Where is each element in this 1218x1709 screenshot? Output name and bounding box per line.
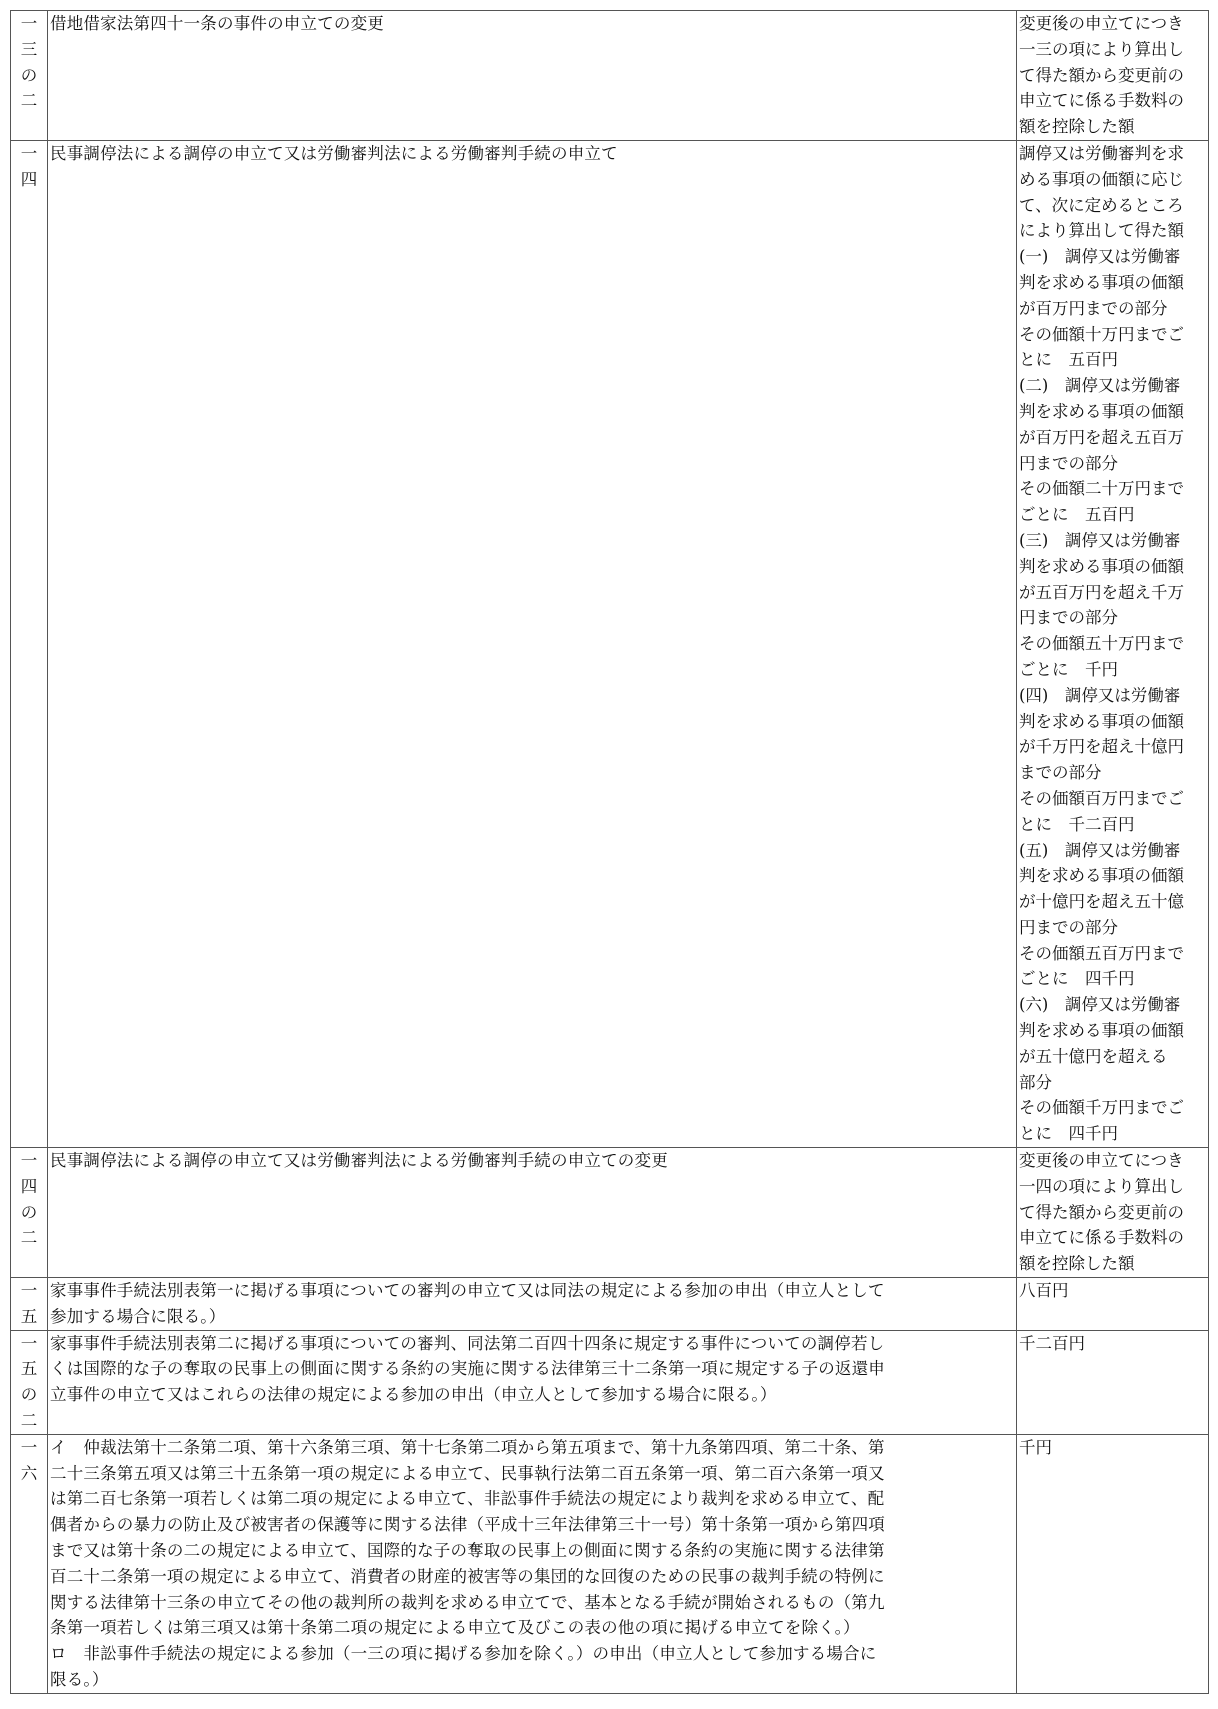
item-number-char: 四 (20, 1176, 38, 1196)
table-row (11, 1330, 1209, 1434)
description-line: 限る。） (50, 1670, 109, 1689)
description-cell (48, 140, 1017, 1147)
item-number-cell (11, 1330, 48, 1434)
fee-line: 千二百円 (1019, 1333, 1085, 1353)
fee-line: (三) 調停又は労働審 (1019, 530, 1181, 550)
description-line: 関する法律第十三条の申立てその他の裁判所の裁判を求める申立てで、基本となる手続が開始されるもの（第九 (50, 1592, 885, 1612)
fee-line: その価額百万円までご (1019, 788, 1184, 808)
fee-line: その価額五百万円まで (1019, 943, 1184, 963)
fee-line: 申立てに係る手数料の (1019, 91, 1184, 111)
fee-line: 判を求める事項の価額 (1019, 556, 1184, 576)
item-number-char: 五 (20, 1306, 38, 1326)
fee-line: が十億円を超え五十億 (1019, 892, 1184, 912)
fee-line: その価額十万円までご (1019, 324, 1184, 344)
item-number-char: の (20, 1385, 38, 1405)
item-number-char: 一 (20, 14, 38, 33)
fee-line: までの部分 (1019, 763, 1102, 783)
item-number-char: 四 (20, 169, 38, 189)
fee-line: とに 五百円 (1019, 350, 1118, 370)
fee-line: (四) 調停又は労働審 (1019, 685, 1181, 705)
fee-line: 円までの部分 (1019, 453, 1118, 473)
fee-line: 判を求める事項の価額 (1019, 866, 1184, 886)
fee-line: 円までの部分 (1019, 917, 1118, 937)
fee-line: (二) 調停又は労働審 (1019, 376, 1181, 396)
description-cell (48, 1330, 1017, 1434)
fee-line: その価額二十万円まで (1019, 479, 1184, 499)
description-cell (48, 1278, 1017, 1331)
description-cell (48, 11, 1017, 141)
fee-line: て得た額から変更前の (1019, 65, 1184, 85)
item-number-char: 一 (20, 143, 38, 163)
fee-line: 八百円 (1019, 1281, 1069, 1301)
description-line: 百二十二条第一項の規定による申立て、消費者の財産的被害等の集団的な回復のための民事の裁判手続の特例に (50, 1566, 885, 1586)
item-number-char: の (20, 65, 38, 85)
item-number-cell (11, 11, 48, 141)
description-line: イ 仲裁法第十二条第二項、第十六条第三項、第十七条第二項から第五項まで、第十九条第四項、第二十条、第 (50, 1437, 885, 1457)
description-line: 民事調停法による調停の申立て又は労働審判法による労働審判手続の申立て (50, 143, 618, 163)
table-row (11, 1148, 1209, 1278)
fee-line: とに 千二百円 (1019, 814, 1135, 834)
fee-cell (1017, 140, 1209, 1147)
description-line: ロ 非訟事件手続法の規定による参加（一三の項に掲げる参加を除く。）の申出（申立人として参加する場合に (50, 1644, 877, 1664)
fee-line: その価額千万円までご (1019, 1098, 1184, 1118)
fee-line: が五十億円を超える (1019, 1046, 1168, 1066)
fee-cell (1017, 1434, 1209, 1693)
fee-line: が五百万円を超え千万 (1019, 582, 1184, 602)
fee-line: (六) 調停又は労働審 (1019, 995, 1181, 1015)
description-cell (48, 1434, 1017, 1693)
fee-line: (五) 調停又は労働審 (1019, 840, 1181, 860)
fee-line: て、次に定めるところ (1019, 195, 1184, 215)
fee-line: ごとに 五百円 (1019, 505, 1135, 525)
fee-line: 判を求める事項の価額 (1019, 711, 1184, 731)
table-row (11, 11, 1209, 141)
description-line: 借地借家法第四十一条の事件の申立ての変更 (50, 14, 384, 33)
item-number-char: の (20, 1202, 38, 1222)
item-number-char: 一 (20, 1437, 38, 1457)
fee-line: める事項の価額に応じ (1019, 169, 1184, 189)
item-number-char: 一 (20, 1281, 38, 1301)
table-row (11, 140, 1209, 1147)
description-line: 偶者からの暴力の防止及び被害者の保護等に関する法律（平成十三年法律第三十一号）第十条第一項から第四項 (50, 1515, 885, 1535)
description-line: は第二百七条第一項若しくは第二項の規定による申立て、非訟事件手続法の規定により裁判を求める申立て、配 (50, 1489, 885, 1509)
fee-schedule-body (11, 11, 1209, 1694)
description-cell (48, 1148, 1017, 1278)
fee-line: 一三の項により算出し (1019, 39, 1184, 59)
fee-line: 判を求める事項の価額 (1019, 1021, 1184, 1041)
item-number-char: 三 (20, 39, 38, 59)
fee-cell (1017, 1330, 1209, 1434)
fee-line: ごとに 千円 (1019, 659, 1118, 679)
description-line: くは国際的な子の奪取の民事上の側面に関する条約の実施に関する法律第三十二条第一項に規定する子の返還申 (50, 1359, 885, 1379)
item-number-char: 二 (20, 91, 38, 111)
fee-cell (1017, 11, 1209, 141)
description-line: 家事事件手続法別表第二に掲げる事項についての審判、同法第二百四十四条に規定する事件についての調停若し (50, 1333, 885, 1353)
fee-schedule-table (10, 10, 1209, 1694)
fee-line: 調停又は労働審判を求 (1019, 143, 1184, 163)
description-line: 二十三条第五項又は第三十五条第一項の規定による申立て、民事執行法第二百五条第一項、第二百六条第一項又 (50, 1463, 885, 1483)
fee-cell (1017, 1278, 1209, 1331)
fee-line: その価額五十万円まで (1019, 634, 1184, 654)
description-line: 立事件の申立て又はこれらの法律の規定による参加の申出（申立人として参加する場合に限る。） (50, 1385, 777, 1405)
fee-line: 申立てに係る手数料の (1019, 1228, 1184, 1248)
fee-cell (1017, 1148, 1209, 1278)
item-number-cell (11, 1278, 48, 1331)
fee-line: により算出して得た額 (1019, 221, 1184, 241)
description-line: 条第一項若しくは第三項又は第十条第二項の規定による申立て及びこの表の他の項に掲げる申立てを除く。） (50, 1618, 860, 1638)
description-line: 民事調停法による調停の申立て又は労働審判法による労働審判手続の申立ての変更 (50, 1151, 668, 1171)
fee-line: 千円 (1019, 1437, 1052, 1457)
fee-line: 円までの部分 (1019, 608, 1118, 628)
item-number-char: 二 (20, 1228, 38, 1248)
item-number-cell (11, 1434, 48, 1693)
item-number-char: 一 (20, 1333, 38, 1353)
item-number-cell (11, 1148, 48, 1278)
fee-line: 変更後の申立てにつき (1019, 1151, 1184, 1171)
fee-line: とに 四千円 (1019, 1124, 1118, 1144)
fee-line: 部分 (1019, 1072, 1052, 1092)
fee-line: て得た額から変更前の (1019, 1202, 1184, 1222)
fee-line: ごとに 四千円 (1019, 969, 1135, 989)
description-line: 家事事件手続法別表第一に掲げる事項についての審判の申立て又は同法の規定による参加の申出（申立人として (50, 1281, 885, 1301)
item-number-char: 六 (20, 1463, 38, 1483)
item-number-char: 五 (20, 1359, 38, 1379)
fee-line: 判を求める事項の価額 (1019, 401, 1184, 421)
description-line: 参加する場合に限る。） (50, 1306, 226, 1326)
fee-line: が百万円を超え五百万 (1019, 427, 1184, 447)
fee-line: が百万円までの部分 (1019, 298, 1168, 318)
fee-line: 額を控除した額 (1019, 1254, 1135, 1274)
description-line: まで又は第十条の二の規定による申立て、国際的な子の奪取の民事上の側面に関する条約の実施に関する法律第 (50, 1541, 885, 1561)
fee-line: 一四の項により算出し (1019, 1176, 1184, 1196)
item-number-char: 一 (20, 1151, 38, 1171)
fee-line: 判を求める事項の価額 (1019, 272, 1184, 292)
fee-line: 変更後の申立てにつき (1019, 14, 1184, 33)
fee-line: (一) 調停又は労働審 (1019, 247, 1181, 267)
item-number-cell (11, 140, 48, 1147)
item-number-char: 二 (20, 1411, 38, 1431)
table-row (11, 1278, 1209, 1331)
table-row (11, 1434, 1209, 1693)
fee-line: 額を控除した額 (1019, 117, 1135, 137)
fee-line: が千万円を超え十億円 (1019, 737, 1184, 757)
